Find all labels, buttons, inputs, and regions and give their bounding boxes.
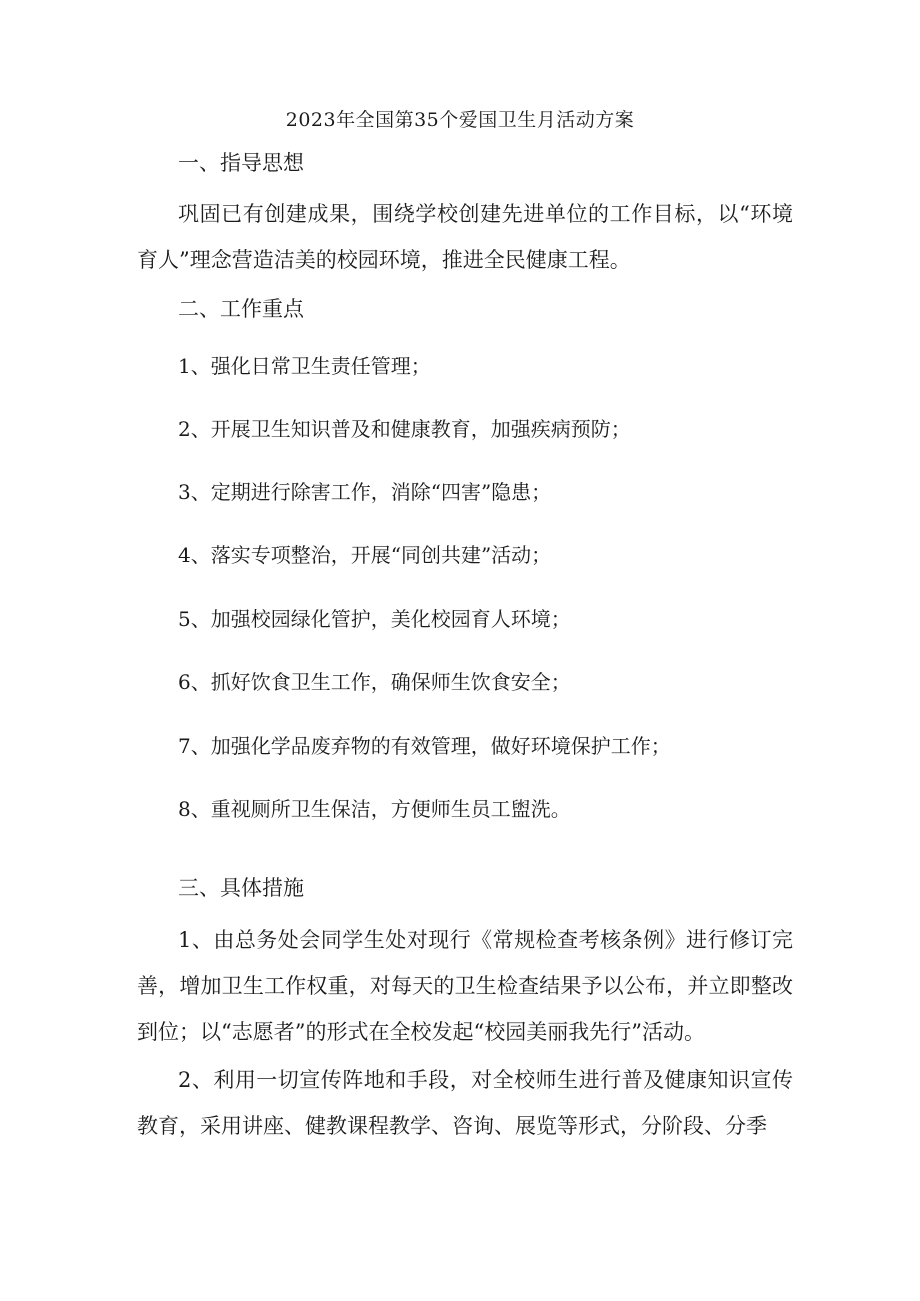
list-item: 1、强化日常卫生责任管理； — [178, 354, 431, 378]
list-item: 3、定期进行除害工作，消除“四害”隐患； — [178, 480, 552, 504]
list-item: 4、落实专项整治，开展“同创共建”活动； — [178, 543, 552, 567]
list-item: 7、加强化学品废弃物的有效管理，做好环境保护工作； — [178, 734, 671, 758]
list-item: 8、重视厕所卫生保洁，方便师生员工盥洗。 — [178, 797, 571, 821]
section-paragraph-guiding-ideology: 巩固已有创建成果，围绕学校创建先进单位的工作目标，以“环境育人”理念营造洁美的校园环境，推进全民健康工程。 — [137, 202, 793, 272]
section-heading-specific-measures: 三、具体措施 — [178, 876, 304, 900]
list-item: 5、加强校园绿化管护，美化校园育人环境； — [178, 607, 571, 631]
list-item: 2、开展卫生知识普及和健康教育，加强疾病预防； — [178, 417, 631, 441]
document-title: 2023年全国第35个爱国卫生月活动方案 — [285, 109, 635, 131]
section-heading-work-focus: 二、工作重点 — [178, 297, 304, 321]
measure-paragraph: 1、由总务处会同学生处对现行《常规检查考核条例》进行修订完善，增加卫生工作权重，对每天的卫生检查结果予以公布，并立即整改到位；以“志愿者”的形式在全校发起“校园美丽我先行”活动。 — [137, 928, 793, 1044]
section-heading-guiding-ideology: 一、指导思想 — [178, 151, 304, 175]
measure-paragraph: 2、利用一切宣传阵地和手段，对全校师生进行普及健康知识宣传教育，采用讲座、健教课程教学、咨询、展览等形式，分阶段、分季 — [137, 1068, 793, 1138]
list-item: 6、抓好饮食卫生工作，确保师生饮食安全； — [178, 670, 571, 694]
